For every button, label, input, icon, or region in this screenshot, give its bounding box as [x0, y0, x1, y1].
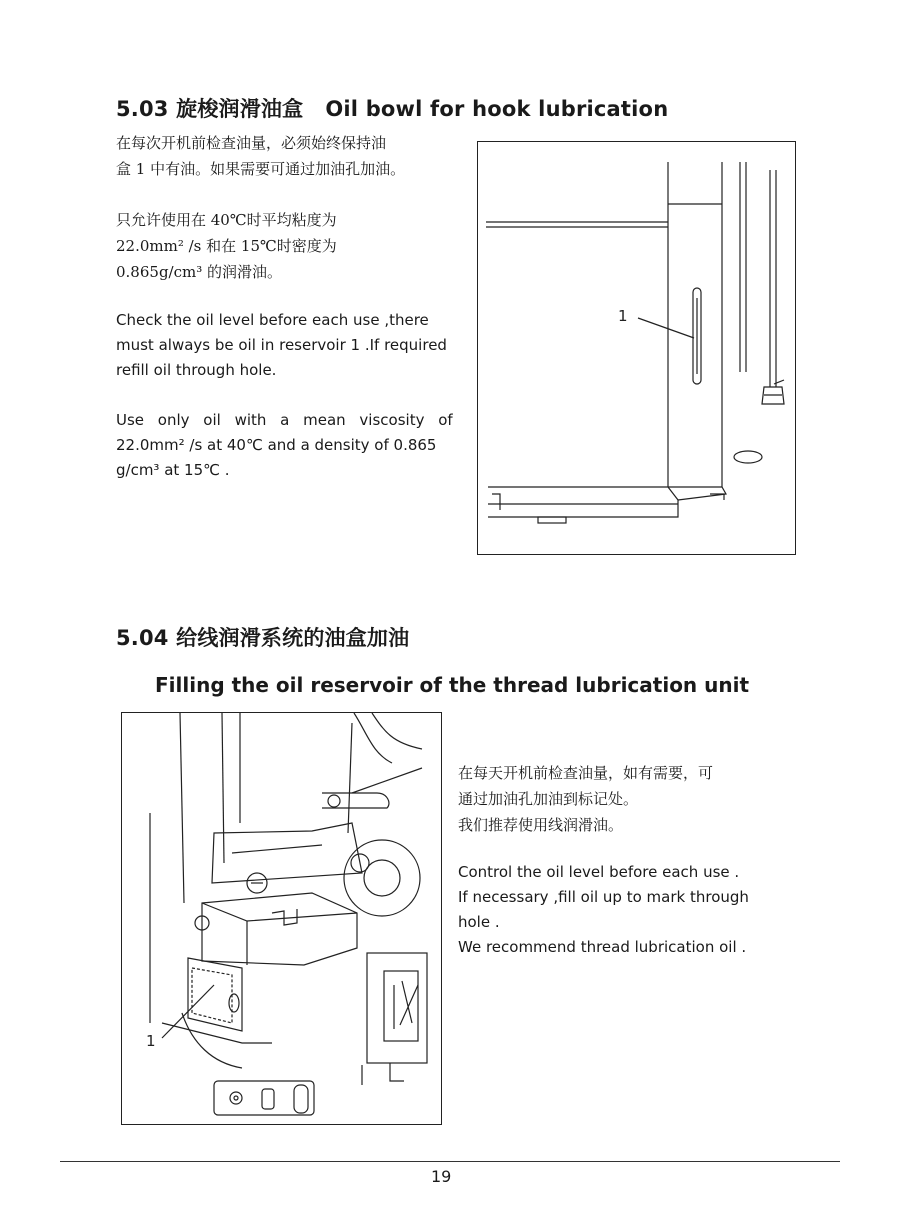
section-504-title-en: Filling the oil reservoir of the thread lubrication unit	[155, 673, 750, 697]
section-504-zh-line2: 通过加油孔加油到标记处。	[458, 790, 639, 808]
section-504-zh-text	[458, 760, 798, 838]
oil-bowl-label: 1	[618, 307, 628, 325]
section-503-heading	[116, 93, 668, 123]
footer-rule	[60, 1161, 840, 1162]
thread-lubrication-drawing	[122, 713, 441, 1124]
section-503-en-para2	[116, 408, 466, 483]
section-503-zh-para1	[116, 130, 476, 182]
section-503-title-en: Oil bowl for hook lubrication	[325, 97, 669, 121]
en-para1-line2: must always be oil in reservoir 1 .If required	[116, 336, 447, 354]
section-503-en-para1	[116, 308, 466, 383]
section-504-en-text	[458, 860, 798, 960]
en-para1-line3: refill oil through hole.	[116, 361, 277, 379]
zh-para2-line3: 0.865g/cm³ 的润滑油。	[116, 263, 283, 281]
page-number: 19	[431, 1167, 452, 1186]
section-504-en-line1: Control the oil level before each use .	[458, 863, 740, 881]
zh-para1-line1: 在每次开机前检查油量，必须始终保持油	[116, 134, 387, 152]
en-para2-line1: Use only oil with a mean viscosity of	[116, 411, 453, 429]
thread-lubrication-label: 1	[146, 1032, 156, 1050]
section-504-zh-line1: 在每天开机前检查油量，如有需要，可	[458, 764, 714, 782]
section-503-zh-para2	[116, 207, 476, 285]
section-504-zh-line3: 我们推荐使用线润滑油。	[458, 816, 624, 834]
section-504-en-line4: We recommend thread lubrication oil .	[458, 938, 747, 956]
zh-para2-line2: 22.0mm² /s 和在 15℃时密度为	[116, 237, 337, 255]
section-504-en-line3: hole .	[458, 913, 500, 931]
zh-para1-line2: 盒 1 中有油。如果需要可通过加油孔加油。	[116, 160, 406, 178]
section-503-number-zh: 5.03 旋梭润滑油盒	[116, 97, 304, 121]
section-504-heading: 5.04 给线润滑系统的油盒加油	[116, 626, 410, 650]
en-para2-line2: 22.0mm² /s at 40℃ and a density of 0.865	[116, 436, 437, 454]
en-para2-line3: g/cm³ at 15℃ .	[116, 461, 230, 479]
zh-para2-line1: 只允许使用在 40℃时平均粘度为	[116, 211, 337, 229]
oil-bowl-figure	[477, 141, 796, 555]
oil-bowl-drawing	[478, 142, 795, 554]
en-para1-line1: Check the oil level before each use ,there	[116, 311, 429, 329]
thread-lubrication-figure	[121, 712, 442, 1125]
section-504-en-line2: If necessary ,fill oil up to mark through	[458, 888, 749, 906]
